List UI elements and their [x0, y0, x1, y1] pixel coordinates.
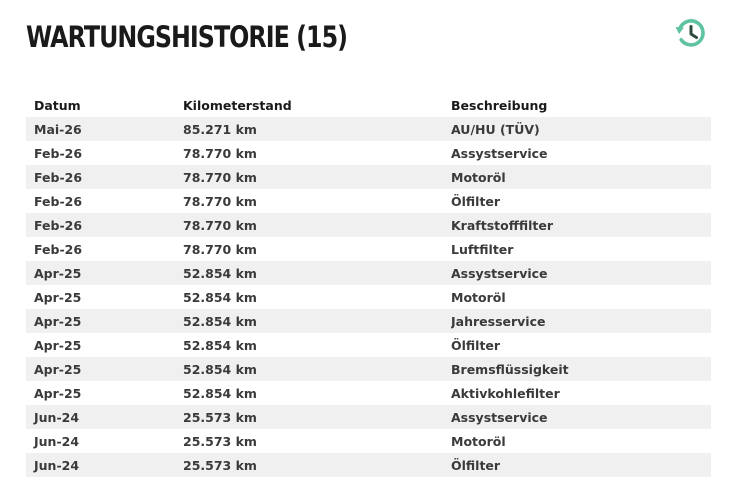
table-row	[26, 333, 711, 357]
row-km: 52.854 km	[183, 361, 257, 377]
row-description: Assystservice	[451, 409, 548, 425]
table-row	[26, 117, 711, 141]
row-date: Feb-26	[34, 241, 83, 257]
row-km: 78.770 km	[183, 145, 257, 161]
row-description: Motoröl	[451, 169, 506, 185]
row-date: Feb-26	[34, 193, 83, 209]
table-row	[26, 405, 711, 429]
table-row	[26, 429, 711, 453]
table-row	[26, 309, 711, 333]
table-row	[26, 261, 711, 285]
row-date: Apr-25	[34, 265, 82, 281]
table-row	[26, 189, 711, 213]
header-date: Datum	[34, 97, 81, 113]
page-title: WARTUNGSHISTORIE (15)	[26, 20, 348, 54]
maintenance-table	[26, 93, 711, 477]
row-km: 52.854 km	[183, 337, 257, 353]
row-date: Apr-25	[34, 337, 82, 353]
table-row	[26, 141, 711, 165]
row-date: Jun-24	[34, 409, 80, 425]
row-date: Feb-26	[34, 217, 83, 233]
row-description: Motoröl	[451, 433, 506, 449]
table-row	[26, 237, 711, 261]
row-description: Kraftstofffilter	[451, 217, 553, 233]
row-km: 78.770 km	[183, 241, 257, 257]
row-km: 52.854 km	[183, 385, 257, 401]
header-km: Kilometerstand	[183, 97, 292, 113]
row-km: 85.271 km	[183, 121, 257, 137]
row-description: Assystservice	[451, 265, 548, 281]
row-km: 25.573 km	[183, 409, 257, 425]
row-date: Mai-26	[34, 121, 82, 137]
table-row	[26, 285, 711, 309]
row-km: 52.854 km	[183, 289, 257, 305]
row-km: 25.573 km	[183, 433, 257, 449]
row-date: Apr-25	[34, 313, 82, 329]
header-description: Beschreibung	[451, 97, 548, 113]
row-date: Jun-24	[34, 433, 80, 449]
table-row	[26, 165, 711, 189]
row-date: Jun-24	[34, 457, 80, 473]
history-icon[interactable]	[673, 15, 709, 51]
table-row	[26, 357, 711, 381]
row-description: Luftfilter	[451, 241, 514, 257]
table-row	[26, 381, 711, 405]
row-description: Ölfilter	[451, 457, 501, 473]
row-description: AU/HU (TÜV)	[451, 121, 540, 137]
row-description: Motoröl	[451, 289, 506, 305]
row-description: Jahresservice	[451, 313, 546, 329]
row-description: Assystservice	[451, 145, 548, 161]
row-description: Bremsflüssigkeit	[451, 361, 569, 377]
row-description: Aktivkohlefilter	[451, 385, 560, 401]
row-km: 25.573 km	[183, 457, 257, 473]
table-row	[26, 453, 711, 477]
table-header	[26, 93, 711, 117]
row-km: 52.854 km	[183, 313, 257, 329]
row-km: 52.854 km	[183, 265, 257, 281]
row-description: Ölfilter	[451, 193, 501, 209]
table-row	[26, 213, 711, 237]
row-date: Feb-26	[34, 145, 83, 161]
row-km: 78.770 km	[183, 217, 257, 233]
table-body	[26, 117, 711, 477]
row-description: Ölfilter	[451, 337, 501, 353]
row-date: Apr-25	[34, 289, 82, 305]
row-date: Feb-26	[34, 169, 83, 185]
row-km: 78.770 km	[183, 193, 257, 209]
row-km: 78.770 km	[183, 169, 257, 185]
row-date: Apr-25	[34, 361, 82, 377]
row-date: Apr-25	[34, 385, 82, 401]
